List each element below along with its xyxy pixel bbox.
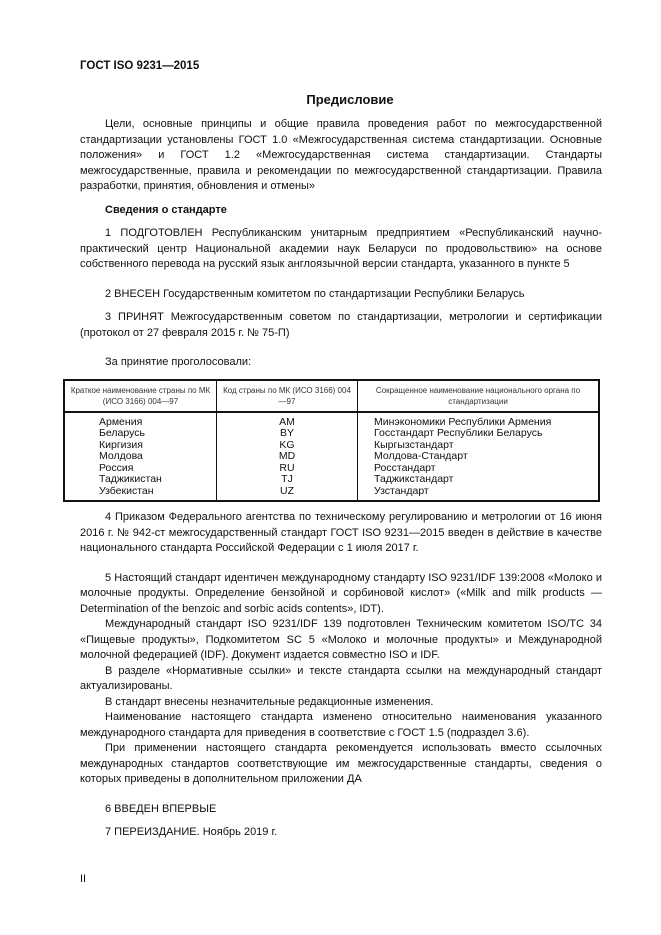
standards-body: Минэкономики Республики Армения [358,412,600,429]
country-name: Армения [64,412,217,429]
item-5-editorial: В стандарт внесены незначительные редакционные изменения. [105,695,434,708]
item-5-international: Международный стандарт ISO 9231/IDF 139 подготовлен Техническим комитетом ISO/TC 34 «Пищевые продукты», Подкомитетом SC 5 «Молоко и молочные продукты» и Международной молочной федерацией (IDF). Документ издается совместно ISO и IDF. [80,618,602,661]
page-title: Предисловие [306,92,394,107]
item-1: 1 ПОДГОТОВЛЕН Республиканским унитарным предприятием «Республиканский научно-практический центр Национальной академии наук Беларуси по продовольствию» на основе собственного перевода на русский язык англоязычной версии стандарта, указанного в пункте 5 [80,227,602,270]
voted-label: За принятие проголосовали: [105,356,252,368]
table-row [64,451,599,463]
country-name: Беларусь [64,428,217,440]
table-row [64,486,599,502]
table-row [64,428,599,440]
table-row [64,412,599,429]
standards-body: Таджикстандарт [358,474,600,486]
country-name: Россия [64,463,217,475]
item-4: 4 Приказом Федерального агентства по техническому регулированию и метрологии от 16 июня 2016 г. № 942-ст межгосударственный стандарт ГОСТ ISO 9231—2015 введен в действие в качестве национального стандарта Российской Федерации с 1 июля 2017 г. [80,511,602,554]
table-header: Сокращенное наименование национального органа по стандартизации [358,380,600,412]
country-code: BY [217,428,358,440]
country-name: Киргизия [64,440,217,452]
country-name: Молдова [64,451,217,463]
intro-paragraph: Цели, основные принципы и общие правила проведения работ по межгосударственной стандартизации установлены ГОСТ 1.0 «Межгосударственная система стандартизации. Основные положения» и ГОСТ 1.2 «Межгосударственная система стандартизации. Стандарты межгосударственные, правила и рекомендации по межгосударственной стандартизации. Правила разработки, принятия, обновления и отмены» [80,118,602,192]
country-code: AM [217,412,358,429]
table-header: Краткое наименование страны по МК (ИСО 3166) 004—97 [64,380,217,412]
country-code: UZ [217,486,358,502]
item-7: 7 ПЕРЕИЗДАНИЕ. Ноябрь 2019 г. [105,826,278,838]
table-header: Код страны по МК (ИСО 3166) 004—97 [217,380,358,412]
country-name: Узбекистан [64,486,217,502]
page-number: II [80,873,87,885]
table-row [64,440,599,452]
item-5-application: При применении настоящего стандарта рекомендуется использовать вместо ссылочных международных стандартов соответствующие им межгосударственные стандарты, сведения о которых приведены в дополнительном приложении ДА [80,742,602,785]
item-5: 5 Настоящий стандарт идентичен международному стандарту ISO 9231/IDF 139:2008 «Молоко и молочные продукты. Определение бензойной и сорбиновой кислот» («Milk and milk products — Determination of the benzoic and sorbic acids contents», IDT). [80,571,602,615]
standards-body: Узстандарт [358,486,600,502]
country-code: MD [217,451,358,463]
standards-body: Кыргызстандарт [358,440,600,452]
item-5-references: В разделе «Нормативные ссылки» и тексте стандарта ссылки на международный стандарт актуализированы. [80,664,602,692]
countries-table [63,379,600,503]
country-code: KG [217,440,358,452]
country-code: RU [217,463,358,475]
section-heading: Сведения о стандарте [105,203,227,216]
document-body [70,117,602,841]
item-6: 6 ВВЕДЕН ВПЕРВЫЕ [105,802,217,815]
item-3: 3 ПРИНЯТ Межгосударственным советом по стандартизации, метрологии и сертификации (протокол от 27 февраля 2015 г. № 75-П) [80,311,602,339]
country-code: TJ [217,474,358,486]
item-2: 2 ВНЕСЕН Государственным комитетом по стандартизации Республики Беларусь [105,287,525,300]
standards-body: Молдова-Стандарт [358,451,600,463]
table-row [64,474,599,486]
document-header: ГОСТ ISO 9231—2015 [80,60,200,72]
item-5-name-change: Наименование настоящего стандарта изменено относительно наименования указанного международного стандарта для приведения в соответствие с ГОСТ 1.5 (подраздел 3.6). [80,711,602,739]
standards-body: Госстандарт Республики Беларусь [358,428,600,440]
table-header-row [64,380,599,412]
standards-body: Росстандарт [358,463,600,475]
country-name: Таджикистан [64,474,217,486]
